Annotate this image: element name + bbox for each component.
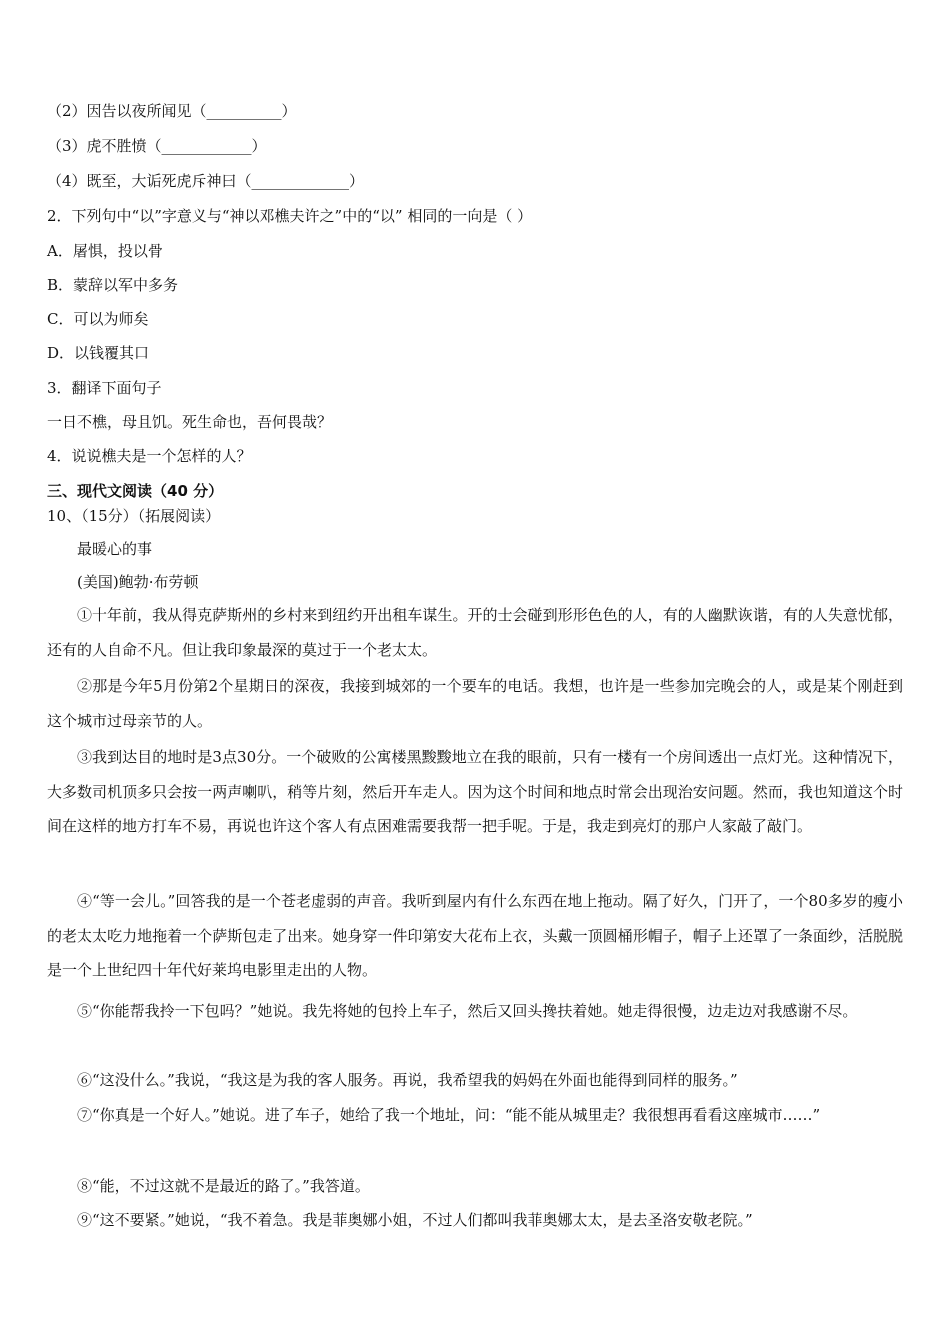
article-paragraph-9: ⑨“这不要紧。”她说，“我不着急。我是菲奥娜小姐，不过人们都叫我菲奥娜太太，是去圣洛安敬老院。” xyxy=(77,1211,753,1229)
question-3-sentence: 一日不樵，母且饥。死生命也，吾何畏哉？ xyxy=(47,413,333,431)
option-c: C．可以为师矣 xyxy=(47,310,149,328)
article-paragraph-7: ⑦“你真是一个好人。”她说。进了车子，她给了我一个地址，问：“能不能从城里走？我很想再看看这座城市……” xyxy=(77,1106,821,1124)
article-paragraph-2: ②那是今年5月份第2个星期日的深夜，我接到城郊的一个要车的电话。我想，也许是一些参加完晚会的人，或是某个刚赶到这个城市过母亲节的人。 xyxy=(47,677,903,730)
article-paragraph-5: ⑤“你能帮我拎一下包吗？”她说。我先将她的包拎上车子，然后又回头搀扶着她。她走得很慢，边走边对我感谢不尽。 xyxy=(77,1002,858,1020)
option-d: D．以钱覆其口 xyxy=(47,344,150,362)
question-10-label: 10、（15分）（拓展阅读） xyxy=(47,507,221,525)
article-title: 最暖心的事 xyxy=(77,540,153,558)
article-paragraph-4: ④“等一会儿。”回答我的是一个苍老虚弱的声音。我听到屋内有什么东西在地上拖动。隔了好久，门开了，一个80多岁的瘦小的老太太吃力地拖着一个萨斯包走了出来。她身穿一件印第安大花布上衣，头戴一顶圆桶形帽子，帽子上还罩了一条面纱，活脱脱是一个上世纪四十年代好莱坞电影里走出的人物。 xyxy=(47,892,903,979)
article-paragraph-1: ①十年前，我从得克萨斯州的乡村来到纽约开出租车谋生。开的士会碰到形形色色的人，有的人幽默诙谐，有的人失意忧郁，还有的人自命不凡。但让我印象最深的莫过于一个老太太。 xyxy=(47,606,903,659)
article-paragraph-6: ⑥“这没什么。”我说，“我这是为我的客人服务。再说，我希望我的妈妈在外面也能得到同样的服务。” xyxy=(77,1071,738,1089)
question-1-item-3: （3）虎不胜愤（____________） xyxy=(47,137,267,155)
question-3: 3．翻译下面句子 xyxy=(47,379,162,397)
section-heading: 三、现代文阅读（40 分） xyxy=(47,482,224,500)
article-author: (美国)鲍勃·布劳顿 xyxy=(77,573,199,591)
option-b: B．蒙辞以军中多务 xyxy=(47,276,179,294)
article-paragraph-3: ③我到达目的地时是3点30分。一个破败的公寓楼黑黢黢地立在我的眼前，只有一楼有一个房间透出一点灯光。这种情况下，大多数司机顶多只会按一两声喇叭，稍等片刻，然后开车走人。因为这个时间和地点时常会出现治安问题。然而，我也知道这个时间在这样的地方打车不易，再说也许这个客人有点困难需要我帮一把手呢。于是，我走到亮灯的那户人家敲了敲门。 xyxy=(47,748,903,835)
article-paragraph-8: ⑧“能，不过这就不是最近的路了。”我答道。 xyxy=(77,1177,370,1195)
question-4: 4．说说樵夫是一个怎样的人？ xyxy=(47,447,252,465)
question-2: 2．下列句中“以”字意义与“神以邓樵夫许之”中的“以” 相同的一向是（ ） xyxy=(47,207,533,225)
question-1-item-4: （4）既至，大诟死虎斥神曰（_____________） xyxy=(47,172,365,190)
option-a: A．屠惧，投以骨 xyxy=(47,242,163,260)
question-1-item-2: （2）因告以夜所闻见（__________） xyxy=(47,102,297,120)
